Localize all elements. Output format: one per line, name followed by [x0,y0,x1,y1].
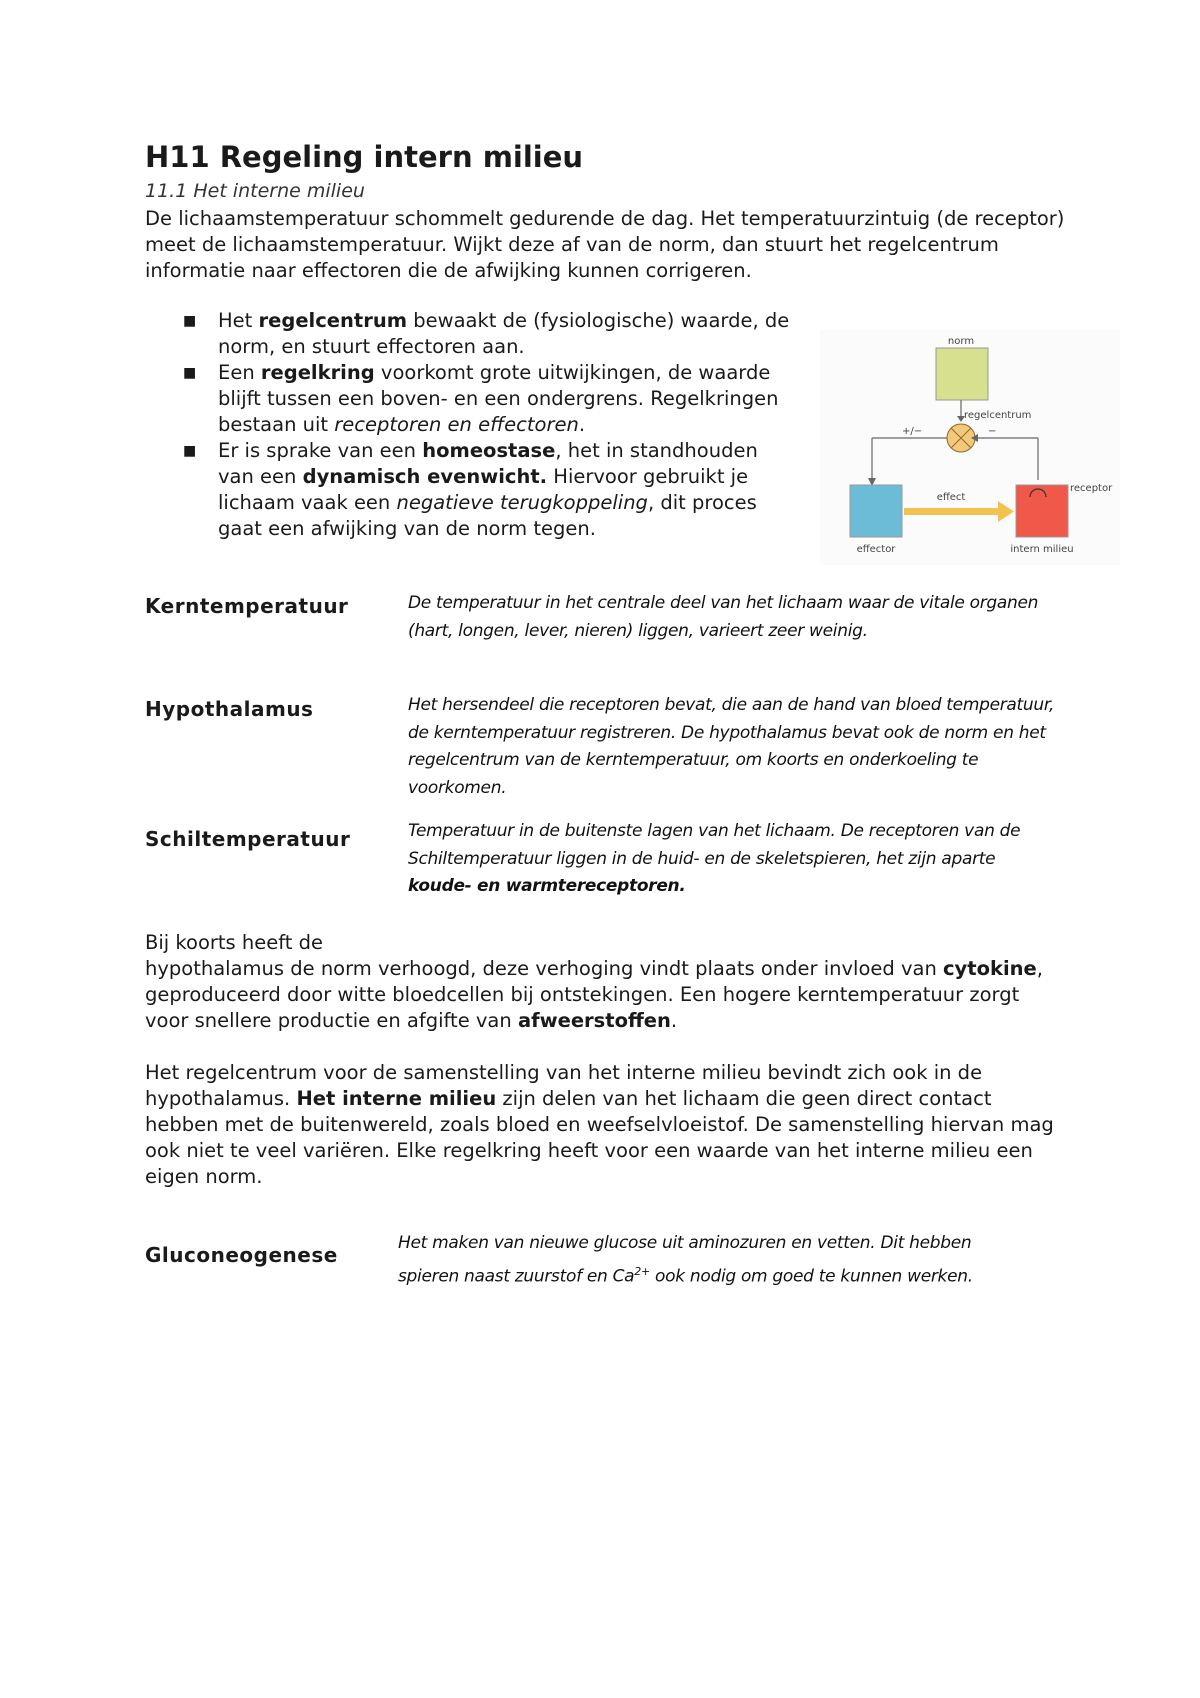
term-kerntemperatuur: Kerntemperatuur [145,594,349,618]
bullet-icon: ■ [183,443,197,459]
list-item: ■ Het regelcentrum bewaakt de (fysiologische) waarde, de norm, en stuurt effectoren aan. [183,309,790,358]
list-item: ■ Een regelkring voorkomt grote uitwijkingen, de waarde blijft tussen een boven- en een ondergrens. Regelkringen bestaan uit receptoren en effectoren. [183,361,779,436]
control-loop-diagram [820,330,1120,565]
effect-arrow [904,508,998,515]
fever-paragraph: Bij koorts heeft de hypothalamus de norm verhoogd, deze verhoging vindt plaats onder invloed van cytokine, geproduceerd door witte bloedcellen bij ontstekingen. Een hogere kerntemperatuur zorgt voor snellere productie en afgifte van afweerstoffen. [145,931,1043,1032]
effect-label: effect [936,492,966,503]
plusminus-label: +/− [902,426,923,437]
bullet-icon: ■ [183,365,197,381]
definition-schiltemperatuur: Temperatuur in de buitenste lagen van het lichaam. De receptoren van de Schiltemperatuur liggen in de huid- en de skeletspieren, het zijn aparte koude- en warmtereceptoren. [408,821,1021,896]
intern-milieu-box [1016,485,1068,537]
definition-gluconeogenese: Het maken van nieuwe glucose uit aminozuren en vetten. Dit hebben spieren naast zuurstof en $Ca^{2+}$ ook nodig om goed te kunnen werken. [398,1233,973,1287]
page-title: H11 Regeling intern milieu [145,140,584,174]
term-schiltemperatuur: Schiltemperatuur [145,827,351,851]
bullet-list [175,308,795,542]
section-subtitle: 11.1 Het interne milieu [145,180,365,202]
effector-label: effector [856,544,896,555]
list-item: ■ Er is sprake van een homeostase, het in standhouden van een dynamisch evenwicht. Hiervoor gebruikt je lichaam vaak een negatieve terugkoppeling, dit proces gaat een afwijking van de norm tegen. [183,439,758,540]
receptor-label: receptor [1070,483,1113,494]
regelcentrum-label: regelcentrum [964,410,1032,421]
intern-milieu-paragraph: Het regelcentrum voor de samenstelling van het interne milieu bevindt zich ook in de hypothalamus. Het interne milieu zijn delen van het lichaam die geen direct contact hebben met de buitenwereld, zoals bloed en weefselvloeistof. De samenstelling hiervan mag ook niet te veel variëren. Elke regelkring heeft voor een waarde van het interne milieu een eigen norm. [145,1061,1054,1188]
term-hypothalamus: Hypothalamus [145,697,314,721]
norm-label: norm [947,336,975,347]
intern-milieu-label: intern milieu [1010,544,1074,555]
bullet-icon: ■ [183,313,197,329]
effector-box [850,485,902,537]
term-gluconeogenese: Gluconeogenese [145,1243,338,1267]
intro-paragraph: De lichaamstemperatuur schommelt gedurende de dag. Het temperatuurzintuig (de receptor) meet de lichaamstemperatuur. Wijkt deze af van de norm, dan stuurt het regelcentrum informatie naar effectoren die de afwijking kunnen corrigeren. [145,207,1065,282]
norm-box [936,348,988,400]
definition-kerntemperatuur: De temperatuur in het centrale deel van het lichaam waar de vitale organen (hart, longen, lever, nieren) liggen, varieert zeer weinig. [408,593,1039,641]
minus-label: − [988,426,997,437]
definition-hypothalamus: Het hersendeel die receptoren bevat, die aan de hand van bloed temperatuur, de kerntemperatuur registreren. De hypothalamus bevat ook de norm en het regelcentrum van de kerntemperatuur, om koorts en onderkoeling te voorkomen. [408,695,1055,798]
